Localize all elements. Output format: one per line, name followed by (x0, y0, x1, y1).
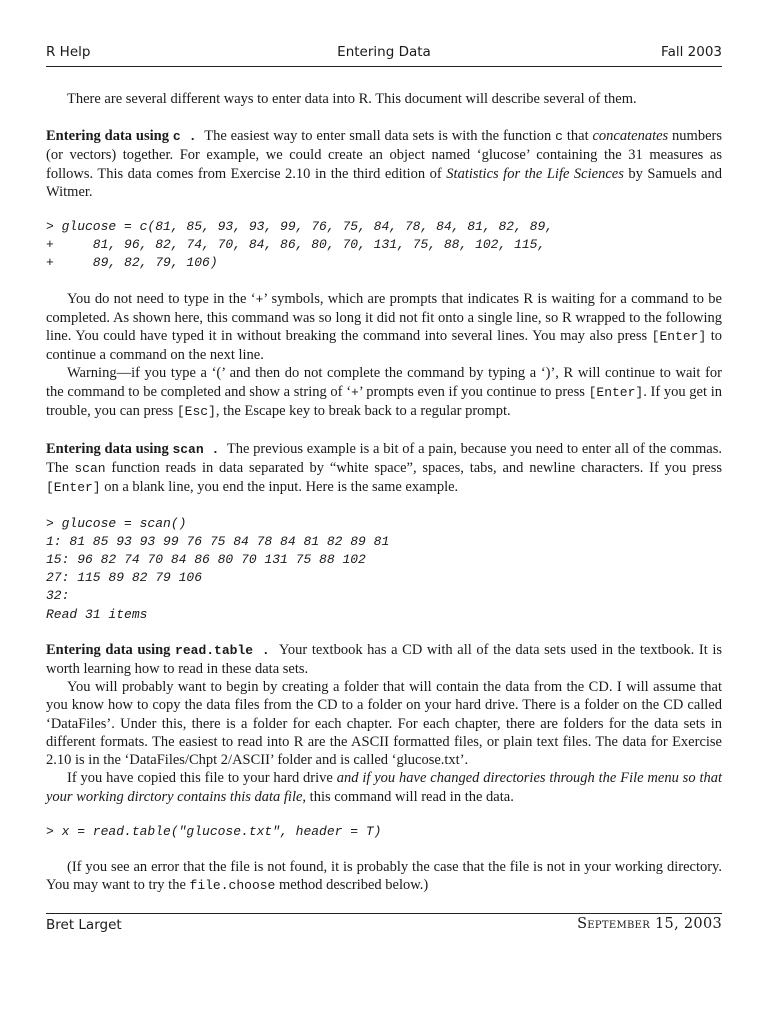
footer-author: Bret Larget (46, 917, 122, 933)
section-scan-heading: Entering data using scan . (46, 441, 220, 458)
section-read-paragraph: Entering data using read.table . Your textbook has a CD with all of the data sets used in the textbook. It is worth learning how to read in these data sets. (46, 641, 722, 678)
section-c-paragraph: Entering data using c . The easiest way to enter small data sets is with the function c that concatenates numbers (or vectors) together. For example, we could create an object named ‘glucose’ containing the 31 measures as follows. This data comes from Exercise 2.10 in the third edition of Statistics for the Life Sciences by Samuels and Witmer. (46, 128, 722, 200)
page-footer (46, 917, 722, 937)
code-block-c: > glucose = c(81, 85, 93, 93, 99, 76, 75, 84, 78, 84, 81, 82, 89, + 81, 96, 82, 74, 70, 84, 86, 80, 70, 131, 75, 88, 102, 115, + 89, 82, 79, 106) (46, 219, 554, 271)
page-header (46, 44, 722, 64)
header-left: R Help (46, 44, 91, 60)
footer-date: September 15, 2003 (577, 916, 722, 932)
document-body (46, 90, 722, 895)
section-read-paragraph-3: If you have copied this file to your hard drive and if you have changed directories through the File menu so that your working dirctory contains this data file, this command will read in the data. (46, 770, 722, 805)
section-read-paragraph-4: (If you see an error that the file is not found, it is probably the case that the file is not in your working directory. You may want to try the file.choose method described below.) (46, 858, 722, 894)
section-read-heading: Entering data using read.table . (46, 641, 270, 658)
code-block-read-table: > x = read.table("glucose.txt", header = T) (46, 823, 382, 839)
intro-paragraph: There are several different ways to enter data into R. This document will describe several of them. (67, 91, 637, 107)
section-c-heading: Entering data using c . (46, 128, 197, 145)
section-c-paragraph-2: You do not need to type in the ‘+’ symbols, which are prompts that indicates R is waiting for a command to be completed. As shown here, this command was so long it did not fit onto a single line, so R wrapped to the following line. You could have typed it in without breaking the command into several lines. You may also press [Enter] to continue a command on the next line. (46, 290, 722, 364)
header-title: Entering Data (337, 44, 431, 60)
section-scan-paragraph: Entering data using scan . The previous example is a bit of a pain, because you need to enter all of the commas. The scan function reads in data separated by “white space”, spaces, tabs, and newline characters. If you press [Enter] on a blank line, you end the input. Here is the same example. (46, 441, 722, 496)
header-rule (46, 66, 722, 67)
code-block-scan: > glucose = scan() 1: 81 85 93 93 99 76 75 84 78 84 81 82 89 81 15: 96 82 74 70 84 86 80 70 131 75 88 102 27: 115 89 82 79 106 32: Read 31 items (46, 515, 390, 622)
section-read-paragraph-2: You will probably want to begin by creating a folder that will contain the data from the CD. I will assume that you know how to copy the data files from the CD to a folder on your hard drive. There is a folder on the CD called ‘DataFiles’. Under this, there is a folder for each chapter. For each chapter, there are folders for the data sets in different formats. The easiest to read into R are the ASCII formatted files, or plain text files. The data for Exercise 2.10 is in the ‘DataFiles/Chpt 2/ASCII’ folder and is called ‘glucose.txt’. (46, 679, 722, 769)
section-c-paragraph-3: Warning—if you type a ‘(’ and then do not complete the command by typing a ‘)’, R will continue to wait for the command to be completed and show a string of ‘+’ prompts even if you continue to press [Enter]. If you get in trouble, you can press [Esc], the Escape key to break back to a regular prompt. (46, 365, 722, 419)
footer-rule (46, 913, 722, 914)
header-right: Fall 2003 (661, 44, 722, 60)
